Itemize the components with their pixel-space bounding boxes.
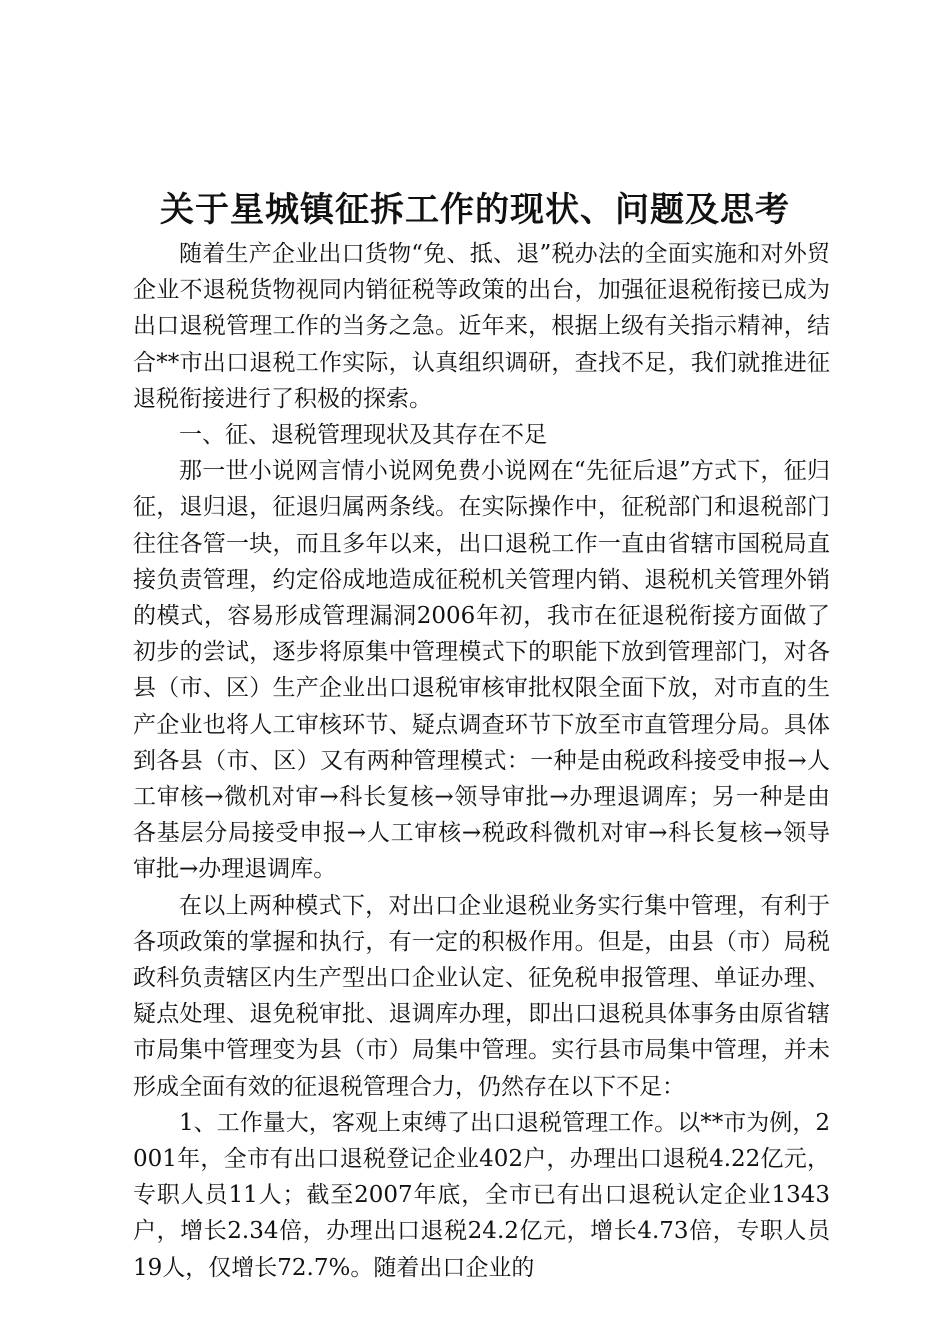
paragraph-management-models: 在以上两种模式下，对出口企业退税业务实行集中管理，有利于各项政策的掌握和执行，有一定的积极作用。但是，由县（市）局税政科负责辖区内生产型出口企业认定、征免税申报管理、单证办理、疑点处理、退免税审批、退调库办理，即出口退税具体事务由原省辖市局集中管理变为县（市）局集中管理。实行县市局集中管理，并未形成全面有效的征退税管理合力，仍然存在以下不足： [133, 892, 830, 1100]
paragraph-intro: 随着生产企业出口货物“免、抵、退”税办法的全面实施和对外贸企业不退税货物视同内销征税等政策的出台，加强征退税衔接已成为出口退税管理工作的当务之急。近年来，根据上级有关指示精神，结合**市出口退税工作实际，认真组织调研，查找不足，我们就推进征退税衔接进行了积极的探索。 [133, 241, 830, 412]
paragraph-current-status: 那一世小说网言情小说网免费小说网在“先征后退”方式下，征归征，退归退，征退归属两条线。在实际操作中，征税部门和退税部门往往各管一块，而且多年以来，出口退税工作一直由省辖市国税局直接负责管理，约定俗成地造成征税机关管理内销、退税机关管理外销的模式，容易形成管理漏洞2006年初，我市在征退税衔接方面做了初步的尝试，逐步将原集中管理模式下的职能下放到管理部门，对各县（市、区）生产企业出口退税审核审批权限全面下放，对市直的生产企业也将人工审核环节、疑点调查环节下放至市直管理分局。具体到各县（市、区）又有两种管理模式：一种是由税政科接受申报→人工审核→微机对审→科长复核→领导审批→办理退调库；另一种是由各基层分局接受申报→人工审核→税政科微机对审→科长复核→领导审批→办理退调库。 [133, 458, 830, 883]
document-title: 关于星城镇征拆工作的现状、问题及思考 [160, 190, 790, 230]
document-body [133, 236, 830, 1286]
section-heading: 一、征、退税管理现状及其存在不足 [179, 422, 547, 449]
paragraph-workload: 1、工作量大，客观上束缚了出口退税管理工作。以**市为例，2001年，全市有出口退税登记企业402户，办理出口退税4.22亿元，专职人员11人；截至2007年底，全市已有出口退税认定企业1343户，增长2.34倍，办理出口退税24.2亿元，增长4.73倍，专职人员19人，仅增长72.7%。随着出口企业的 [133, 1109, 830, 1281]
